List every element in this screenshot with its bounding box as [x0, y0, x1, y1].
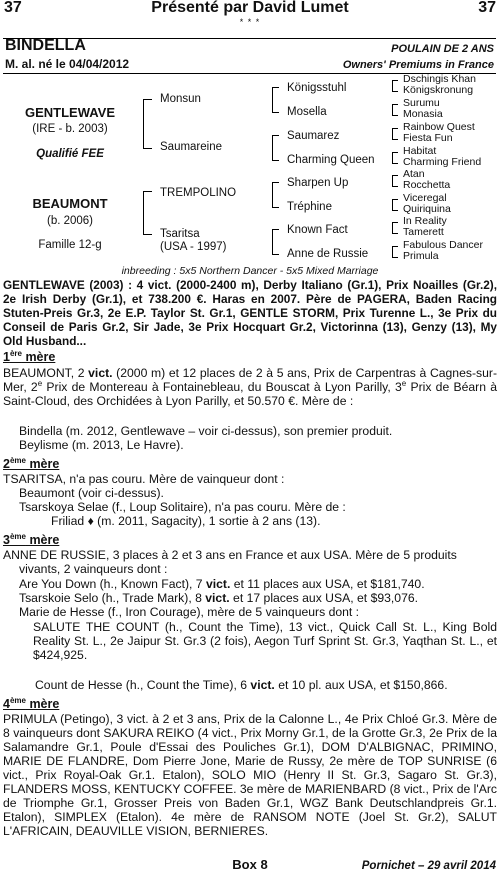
header-stars: * * * [239, 17, 261, 27]
g2-dam-sire: TREMPOLINO [160, 187, 237, 199]
t: e [401, 378, 407, 388]
third-dam-offspring-3: Marie de Hesse (f., Iron Courage), mère de 5 vainqueurs dont : [19, 605, 360, 619]
g4-3: Surumu [403, 97, 440, 109]
g2-dam-dam: Tsaritsa [160, 228, 200, 240]
g4-16: Primula [403, 250, 439, 262]
section-num: 4 [3, 697, 10, 711]
section-third-dam [3, 533, 497, 547]
page-footer [0, 858, 500, 876]
section-sup: ème [9, 531, 26, 541]
page-number-right: 37 [478, 0, 496, 16]
t: (2000 m) et 12 places de 2 à 5 ans, Prix de Carpentras à Cagnes-sur-Mer, 2 [3, 366, 497, 394]
bracket-g4-8 [392, 246, 398, 258]
t: Tsarskoie Selo (h., Trade Mark), 8 [19, 591, 206, 605]
second-dam-offspring-1: Beaumont (voir ci-dessus). [19, 486, 164, 500]
third-dam-offspring-1 [3, 577, 500, 591]
section-word: mère [21, 350, 56, 364]
box-number: Box 8 [232, 857, 268, 872]
fourth-dam-text: PRIMULA (Petingo), 3 vict. à 2 et 3 ans, Prix de la Calonne L., 4e Prix Chloé Gr.3. Mère de 8 vainqueurs dont SAKURA REIKO (4 vict., Prix Morny Gr.1, de la Grotte Gr.3, 2e Prix de la Salamandre Gr.1, Poule d'Essai des Pouliches Gr.1), DOM D'ALBIGNAC, PRIMINO, MARIE DE FLANDRE, Dom Pierre Jone, Marie de Russy, 2e mère de TOP SUNRISE (6 vict., Prix Royal-Oak Gr.1. Etalon), SOLO MIO (Henry II St. Gr.3, Sagaro St. Gr.3), FLANDERS MOSS, KENTUCKY COFFEE. 3e mère de MARIENBARD (8 vict., Prix de l'Arc de Triomphe Gr.1, Grosser Preis von Baden Gr.1, WGZ Bank Deutschlandpreis Gr.1. Etalon), SIMPLEX (Etalon). 4e mère de RANSOM NOTE (Joel St. Gr.2), SALUT L'AFRICAIN, DEAUVILLE VISION, BERNIERES. [3, 712, 497, 838]
third-dam-grandoffspring-2 [3, 678, 500, 692]
g4-1: Dschingis Khan [403, 73, 476, 85]
section-num: 3 [3, 533, 10, 547]
t: et 10 pl. aux USA, et $150,866. [274, 678, 448, 692]
second-dam-grandoffspring: Friliad ♦ (m. 2011, Sagacity), 1 sortie à 2 ans (13). [51, 514, 321, 528]
sire-name: GENTLEWAVE [24, 105, 116, 120]
g4-14: Tamerett [403, 226, 444, 238]
section-first-dam [3, 350, 497, 364]
bracket-g4-3 [392, 128, 398, 140]
third-dam-grandoffspring-1: SALUTE THE COUNT (h., Count the Time), 13 vict., Quick Call St. L., King Bold Reality St. L., 2e Jaipur St. Gr.3 (2 fois), Aegon Turf Sprint St. Gr.3, Yaqthan St. L., et $424,925. [33, 620, 497, 662]
horse-birth: M. al. né le 04/04/2012 [5, 57, 130, 71]
section-sup: ère [9, 348, 22, 358]
horse-name-box [3, 38, 496, 74]
pedigree-table [0, 74, 500, 268]
g4-5: Rainbow Quest [403, 121, 475, 133]
t: e [37, 378, 43, 388]
g3-6: Tréphine [287, 201, 332, 213]
g4-11: Viceregal [403, 192, 447, 204]
g4-6: Fiesta Fun [403, 132, 453, 144]
bracket-g4-1 [392, 80, 398, 92]
page-header [0, 0, 500, 26]
section-sup: ème [9, 695, 26, 705]
t: et 11 places aux USA, et $181,740. [230, 577, 425, 591]
dam-name: BEAUMONT [32, 196, 108, 211]
g4-9: Atan [403, 168, 425, 180]
bracket-g4-4 [392, 152, 398, 164]
presenter-title: Présenté par David Lumet [151, 0, 349, 16]
third-dam-offspring-2 [3, 591, 500, 605]
page-number-left: 37 [4, 0, 22, 16]
t: Prix de Béarn à Saint-Cloud, des Orchidées à Lyon Parilly, et 50.570 €. Mère de : [3, 380, 497, 408]
bracket-g3-1 [272, 87, 279, 113]
first-dam-text [3, 366, 497, 408]
g3-2: Mosella [287, 106, 327, 118]
first-dam-offspring-2: Beylisme (m. 2013, Le Havre). [19, 438, 184, 452]
t: vict. [250, 678, 275, 692]
bracket-g2-dam [143, 191, 152, 235]
section-word: mère [25, 533, 60, 547]
section-word: mère [25, 457, 60, 471]
t: vict. [88, 366, 113, 380]
owners-premiums: Owners' Premiums in France [342, 59, 494, 71]
t: Are You Down (h., Known Fact), 7 [19, 577, 206, 591]
bracket-g3-2 [272, 135, 279, 161]
bracket-g4-6 [392, 199, 398, 211]
g4-2: Königskronung [403, 84, 474, 96]
g4-8: Charming Friend [403, 156, 482, 168]
horse-name: BINDELLA [5, 37, 86, 54]
g4-10: Rocchetta [403, 179, 451, 191]
g3-3: Saumarez [287, 130, 340, 142]
section-second-dam [3, 457, 497, 471]
bracket-g4-7 [392, 222, 398, 234]
g2-sire-dam: Saumareine [160, 141, 223, 153]
sire-info: (IRE - b. 2003) [32, 123, 108, 135]
dam-family: Famille 12-g [38, 239, 102, 251]
second-dam-text: TSARITSA, n'a pas couru. Mère de vainqueur dont : [3, 472, 285, 486]
sire-note: Qualifié FEE [36, 148, 104, 160]
g2-sire-sire: Monsun [160, 93, 201, 105]
t: et 17 places aux USA, et $93,076. [229, 591, 419, 605]
bracket-g4-2 [392, 104, 398, 116]
third-dam-text: ANNE DE RUSSIE, 3 places à 2 et 3 ans en France et aux USA. Mère de 5 produits vivants, 2 vainqueurs dont : [3, 548, 457, 576]
t: BEAUMONT, 2 [3, 366, 89, 380]
t: Prix de Montereau à Fontainebleau, du Bouscat à Lyon Parilly, 3 [42, 380, 402, 394]
second-dam-offspring-2: Tsarskoya Selae (f., Loup Solitaire), n'a pas couru. Mère de : [19, 500, 346, 514]
t: vict. [205, 577, 231, 591]
g3-1: Königsstuhl [287, 82, 347, 94]
first-dam-offspring-1: Bindella (m. 2012, Gentlewave – voir ci-dessus), son premier produit. [19, 424, 393, 438]
g4-13: In Reality [403, 215, 447, 227]
section-fourth-dam [3, 697, 497, 711]
dam-info: (b. 2006) [46, 215, 94, 227]
g4-7: Habitat [403, 145, 437, 157]
t: Count de Hesse (h., Count the Time), 6 [35, 678, 251, 692]
sire-description: GENTLEWAVE (2003) : 4 vict. (2000-2400 m), Derby Italiano (Gr.1), Prix Noailles (Gr.2), 2e Irish Derby (Gr.1), et 738.200 €. Haras en 2007. Père de PAGERA, Baden Racing Stuten-Preis Gr.3, 2e E.P. Taylor St. Gr.1, GENTLE STORM, Prix Turenne L., 3e Prix du Conseil de Paris Gr.2, Sir Jade, 3e Prix Hocquart Gr.2, Victorinna (13), Genzy (13), My Old Husband... [3, 278, 497, 348]
g3-8: Anne de Russie [287, 248, 369, 260]
g4-12: Quiriquina [403, 203, 451, 215]
horse-sex-age: POULAIN DE 2 ANS [391, 43, 494, 55]
bracket-g3-3 [272, 182, 279, 208]
g3-7: Known Fact [287, 224, 348, 236]
g3-5: Sharpen Up [287, 177, 349, 189]
inbreeding-note: inbreeding : 5x5 Northern Dancer - 5x5 Mixed Marriage [121, 265, 379, 277]
bracket-g2-sire [143, 99, 152, 149]
g4-4: Monasia [403, 108, 443, 120]
section-sup: ème [9, 455, 26, 465]
t: vict. [205, 591, 230, 605]
section-num: 1 [3, 350, 10, 364]
sale-place-date: Pornichet – 29 avril 2014 [361, 860, 496, 872]
bracket-g3-4 [272, 229, 279, 255]
bracket-g4-5 [392, 175, 398, 187]
g4-15: Fabulous Dancer [403, 239, 483, 251]
section-word: mère [25, 697, 60, 711]
g2-dam-dam-info: (USA - 1997) [160, 241, 227, 253]
section-num: 2 [3, 457, 10, 471]
g3-4: Charming Queen [287, 154, 375, 166]
